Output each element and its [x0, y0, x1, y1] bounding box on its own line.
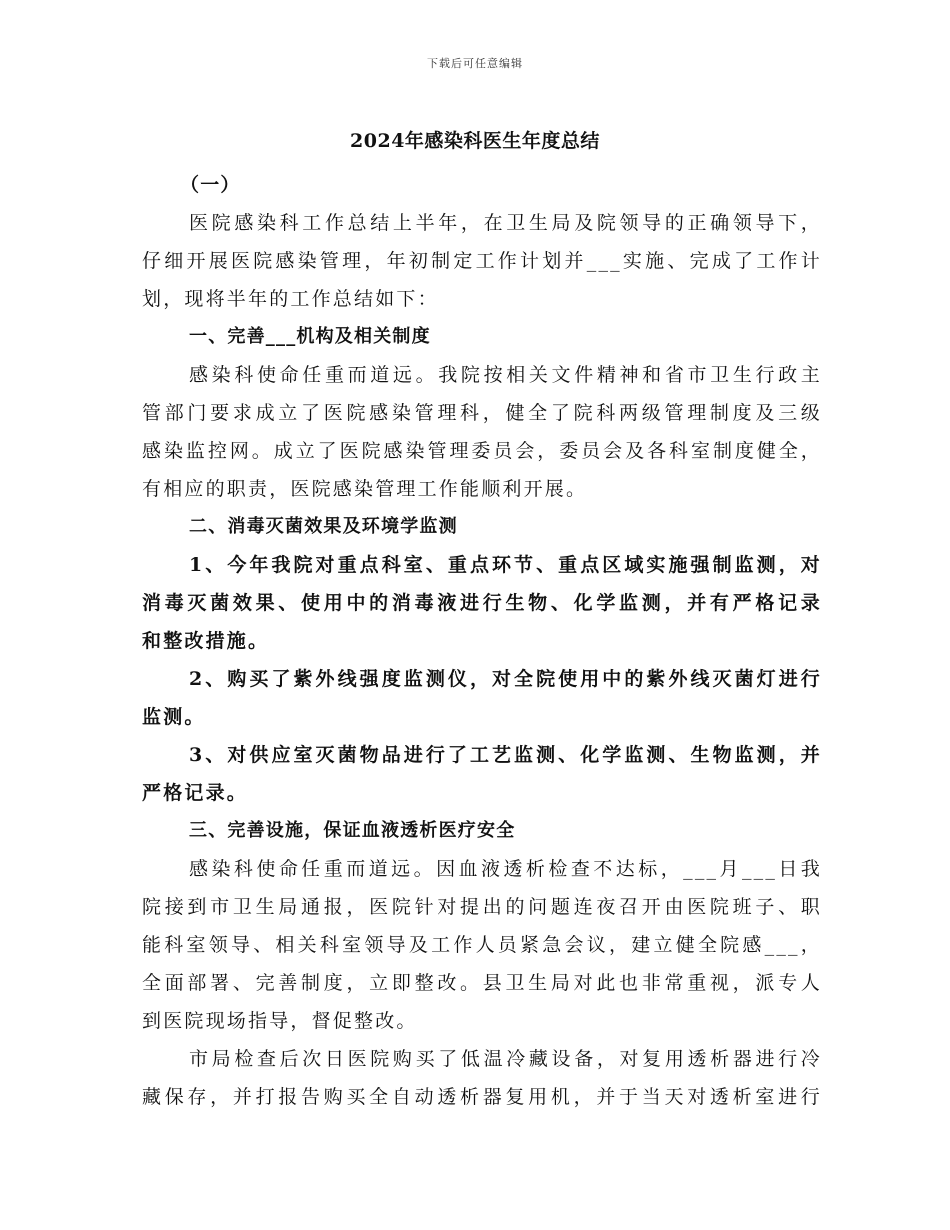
paragraph-line: 市局检查后次日医院购买了低温冷藏设备，对复用透析器进行冷	[189, 1048, 822, 1070]
item-2-line: 监测。	[142, 706, 206, 728]
paragraph-line: 全面部署、完善制度，立即整改。县卫生局对此也非常重视，派专人	[142, 972, 822, 994]
section-label: （一）	[180, 174, 241, 196]
item-1-line: 消毒灭菌效果、使用中的消毒液进行生物、化学监测，并有严格记录	[142, 592, 822, 614]
document-body	[142, 166, 822, 1116]
heading-2: 二、消毒灭菌效果及环境学监测	[189, 516, 458, 537]
item-1-line: 1、今年我院对重点科室、重点环节、重点区域实施强制监测，对	[189, 554, 822, 576]
heading-1: 一、完善___机构及相关制度	[189, 326, 431, 347]
item-3-line: 3、对供应室灭菌物品进行了工艺监测、化学监测、生物监测，并	[189, 744, 822, 766]
paragraph-line: 到医院现场指导，督促整改。	[142, 1010, 418, 1032]
item-1-line: 和整改措施。	[142, 630, 270, 652]
paragraph-line: 感染监控网。成立了医院感染管理委员会，委员会及各科室制度健全，	[142, 440, 822, 462]
item-2-line: 2、购买了紫外线强度监测仪，对全院使用中的紫外线灭菌灯进行	[189, 668, 822, 690]
item-3-line: 严格记录。	[142, 782, 249, 804]
paragraph-line: 能科室领导、相关科室领导及工作人员紧急会议，建立健全院感___，	[142, 934, 822, 956]
paragraph-line: 医院感染科工作总结上半年，在卫生局及院领导的正确领导下，	[189, 212, 822, 234]
paragraph-line: 管部门要求成立了医院感染管理科，健全了院科两级管理制度及三级	[142, 402, 822, 424]
paragraph-line: 感染科使命任重而道远。我院按相关文件精神和省市卫生行政主	[189, 364, 822, 386]
paragraph-line: 院接到市卫生局通报，医院针对提出的问题连夜召开由医院班子、职	[142, 896, 822, 918]
heading-3: 三、完善设施，保证血液透析医疗安全	[189, 820, 516, 841]
paragraph-line: 划，现将半年的工作总结如下：	[142, 288, 439, 310]
paragraph-line: 有相应的职责，医院感染管理工作能顺利开展。	[142, 478, 588, 500]
paragraph-line: 藏保存，并打报告购买全自动透析器复用机，并于当天对透析室进行	[142, 1086, 822, 1108]
paragraph-line: 仔细开展医院感染管理，年初制定工作计划并___实施、完成了工作计	[142, 250, 822, 272]
header-note: 下载后可任意编辑	[427, 57, 523, 70]
document-title: 2024年感染科医生年度总结	[350, 130, 600, 152]
paragraph-line: 感染科使命任重而道远。因血液透析检查不达标，___月___日我	[189, 858, 822, 880]
